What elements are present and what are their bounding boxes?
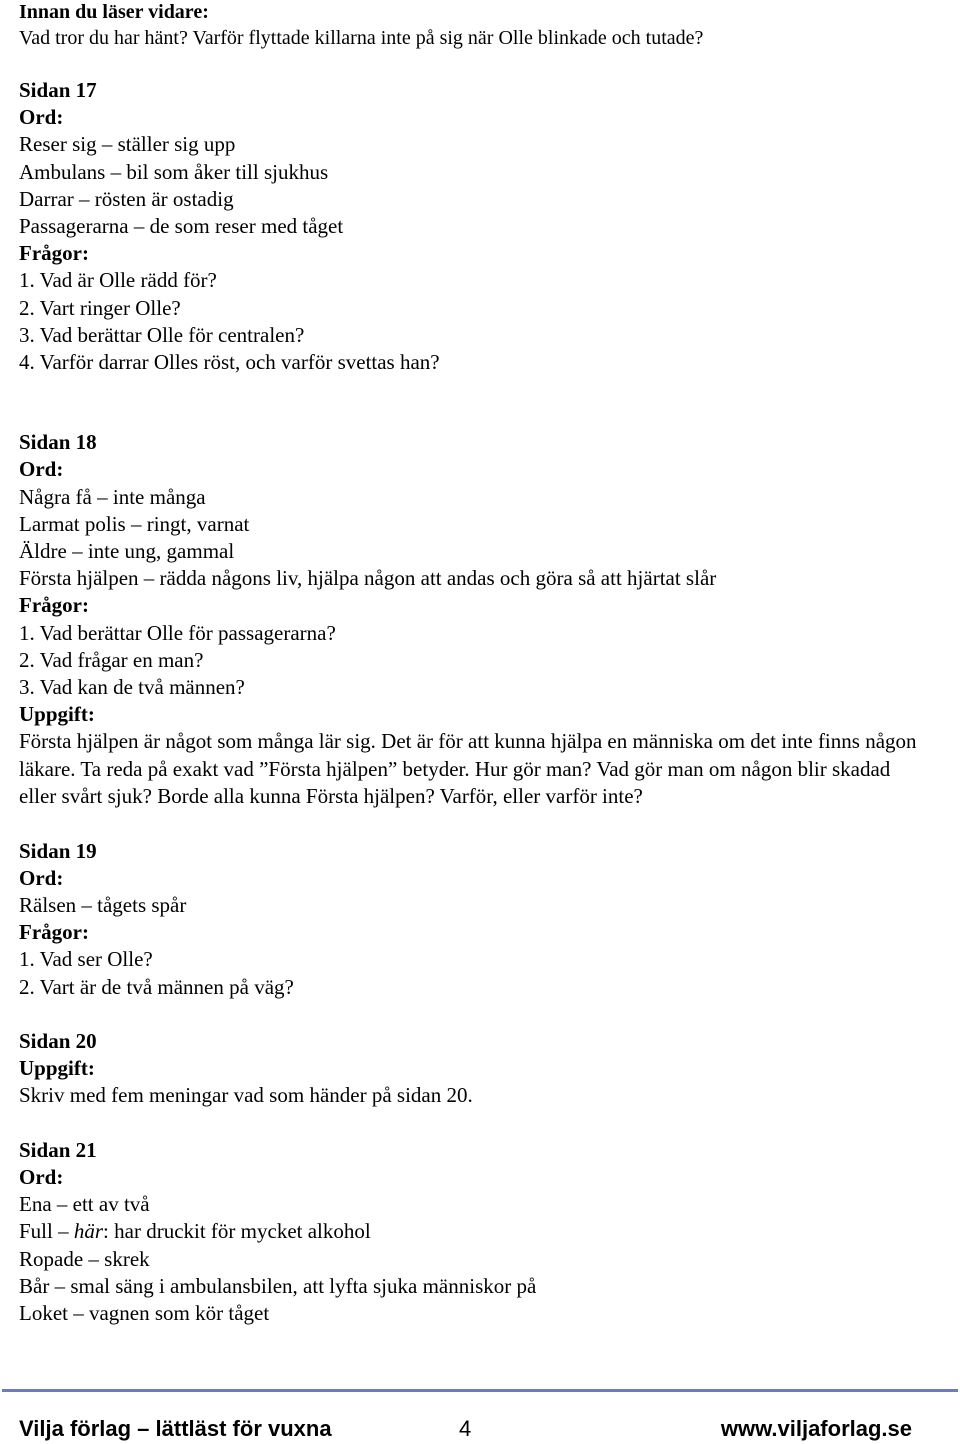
question-item: 1. Vad är Olle rädd för? bbox=[19, 268, 217, 293]
page-footer bbox=[19, 1414, 912, 1444]
section-title: Sidan 21 bbox=[19, 1137, 97, 1162]
section-title: Sidan 17 bbox=[19, 78, 97, 102]
section-title: Sidan 20 bbox=[19, 1028, 97, 1053]
word-item: Darrar – rösten är ostadig bbox=[19, 186, 234, 211]
intro-question: Vad tror du har hänt? Varför flyttade killarna inte på sig när Olle blinkade och tutade? bbox=[19, 27, 704, 49]
section-sidan-20 bbox=[19, 1028, 939, 1110]
question-item: 4. Varför darrar Olles röst, och varför svettas han? bbox=[19, 350, 440, 375]
word-item: Reser sig – ställer sig upp bbox=[19, 132, 236, 157]
question-item: 2. Vart ringer Olle? bbox=[19, 295, 181, 320]
ord-label: Ord: bbox=[19, 1164, 64, 1189]
uppgift-text: Första hjälpen är något som många lär sig. Det är för att kunna hjälpa en människa om det inte finns någon läkare. Ta reda på exakt vad ”Första hjälpen” betyder. Hur gör man? Vad gör man om någon blir skadad eller svårt sjuk? Borde alla kunna Första hjälpen? Varför, eller varför inte? bbox=[19, 729, 917, 809]
section-sidan-18 bbox=[19, 429, 939, 810]
uppgift-text: Skriv med fem meningar vad som händer på sidan 20. bbox=[19, 1083, 473, 1108]
fragor-label: Frågor: bbox=[19, 920, 89, 945]
ord-label: Ord: bbox=[19, 105, 64, 130]
question-item: 1. Vad ser Olle? bbox=[19, 947, 153, 972]
word-item: Ropade – skrek bbox=[19, 1246, 150, 1271]
question-item: 2. Vart är de två männen på väg? bbox=[19, 974, 294, 999]
uppgift-label: Uppgift: bbox=[19, 702, 95, 727]
ord-label: Ord: bbox=[19, 457, 64, 482]
section-sidan-17 bbox=[19, 77, 939, 376]
section-sidan-21 bbox=[19, 1137, 939, 1327]
question-item: 1. Vad berättar Olle för passagerarna? bbox=[19, 620, 336, 645]
page-number: 4 bbox=[459, 1416, 472, 1441]
word-item: Rälsen – tågets spår bbox=[19, 892, 187, 917]
section-sidan-19 bbox=[19, 838, 939, 1001]
word-item: Ambulans – bil som åker till sjukhus bbox=[19, 159, 329, 184]
page-content bbox=[19, 0, 939, 1327]
uppgift-label: Uppgift: bbox=[19, 1056, 95, 1081]
question-item: 2. Vad frågar en man? bbox=[19, 647, 204, 672]
question-item: 3. Vad berättar Olle för centralen? bbox=[19, 322, 305, 347]
intro-heading: Innan du läser vidare: bbox=[19, 1, 209, 23]
word-emphasis: här bbox=[73, 1219, 104, 1244]
word-term: Full – bbox=[19, 1219, 74, 1244]
fragor-label: Frågor: bbox=[19, 593, 89, 618]
word-item: Äldre – inte ung, gammal bbox=[19, 539, 235, 564]
word-item: Ena – ett av två bbox=[19, 1192, 150, 1217]
footer-url: www.viljaforlag.se bbox=[720, 1416, 912, 1441]
section-title: Sidan 19 bbox=[19, 838, 97, 863]
fragor-label: Frågor: bbox=[19, 241, 89, 266]
word-item: Bår – smal säng i ambulansbilen, att lyfta sjuka människor på bbox=[19, 1273, 537, 1298]
word-item: Några få – inte många bbox=[19, 484, 206, 509]
question-item: 3. Vad kan de två männen? bbox=[19, 675, 245, 700]
word-item: Larmat polis – ringt, varnat bbox=[19, 511, 250, 536]
footer-rule bbox=[2, 1389, 958, 1392]
section-title: Sidan 18 bbox=[19, 430, 97, 455]
word-item: Passagerarna – de som reser med tåget bbox=[19, 214, 344, 239]
word-item: Loket – vagnen som kör tåget bbox=[19, 1300, 270, 1325]
footer-publisher: Vilja förlag – lättläst för vuxna bbox=[19, 1416, 332, 1441]
word-item bbox=[19, 1218, 939, 1245]
word-item: Första hjälpen – rädda någons liv, hjälpa någon att andas och göra så att hjärtat slår bbox=[19, 566, 717, 591]
ord-label: Ord: bbox=[19, 865, 64, 890]
word-definition: : har druckit för mycket alkohol bbox=[103, 1219, 371, 1244]
